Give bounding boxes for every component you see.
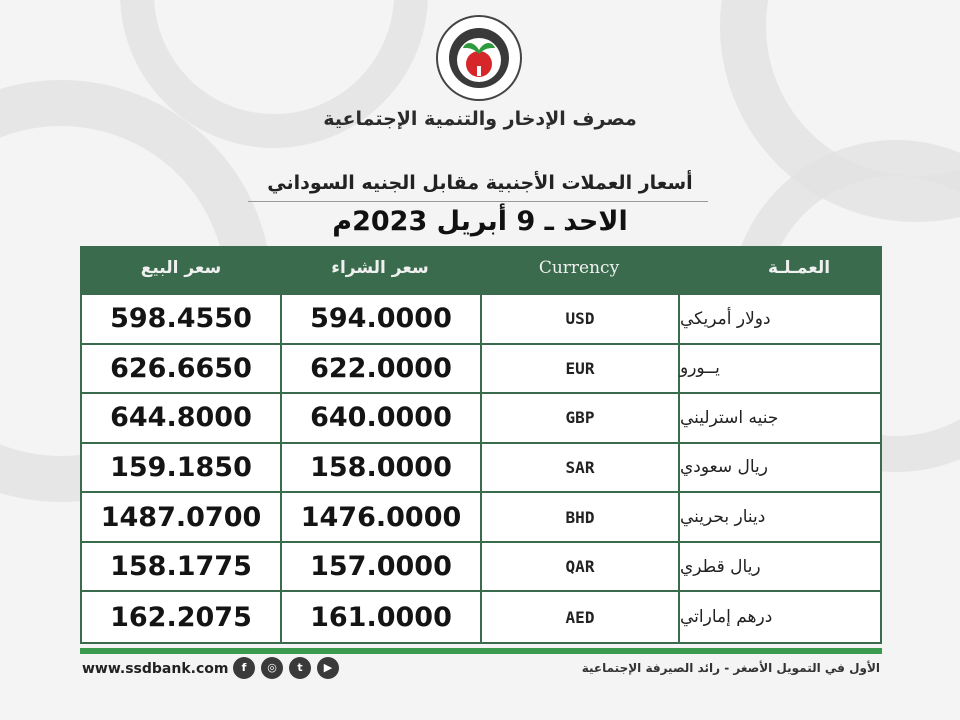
buy-rate: 640.0000	[310, 402, 452, 434]
currency-code: SAR	[565, 457, 595, 477]
header-sell-rate: سعر البيع	[140, 258, 222, 278]
table-row	[82, 444, 880, 494]
currency-name: درهم إماراتي	[680, 607, 773, 628]
bank-name: مصرف الإدخار والتنمية الإجتماعية	[323, 108, 637, 130]
table-row	[82, 592, 880, 642]
bank-logo	[435, 14, 523, 102]
sell-rate: 159.1850	[110, 451, 252, 483]
currency-name: دولار أمريكي	[680, 308, 771, 329]
date-label: الاحد ـ 9 أبريل 2023م	[332, 206, 628, 237]
buy-rate: 622.0000	[310, 352, 452, 384]
buy-rate: 594.0000	[310, 303, 452, 335]
currency-code: BHD	[565, 507, 595, 527]
header-currency-code: Currency	[538, 258, 620, 278]
website-link[interactable]: www.ssdbank.com	[82, 661, 229, 677]
currency-name: يــورو	[680, 358, 720, 379]
table-header	[82, 248, 880, 295]
sell-rate: 598.4550	[110, 303, 252, 335]
table-row	[82, 543, 880, 593]
sell-rate: 1487.0700	[100, 501, 262, 533]
instagram-icon[interactable]: ◎	[261, 657, 283, 679]
sell-rate: 158.1775	[110, 551, 252, 583]
header-buy-rate: سعر الشراء	[331, 258, 429, 278]
table-row	[82, 295, 880, 345]
divider	[248, 201, 708, 202]
currency-name: ريال سعودي	[680, 457, 768, 478]
currency-name: دينار بحريني	[680, 507, 766, 528]
twitter-icon[interactable]: t	[289, 657, 311, 679]
currency-code: GBP	[565, 408, 595, 428]
exchange-rates-table	[80, 246, 882, 644]
page-subtitle: أسعار العملات الأجنبية مقابل الجنيه السوداني	[267, 172, 693, 194]
sell-rate: 644.8000	[110, 402, 252, 434]
currency-code: QAR	[565, 557, 595, 577]
currency-code: EUR	[565, 358, 595, 378]
currency-name: جنيه استرليني	[680, 407, 779, 428]
buy-rate: 161.0000	[310, 601, 452, 633]
currency-code: USD	[565, 309, 595, 329]
buy-rate: 158.0000	[310, 451, 452, 483]
header-currency-name: العمـلـة	[767, 258, 831, 278]
table-row	[82, 345, 880, 395]
buy-rate: 1476.0000	[300, 501, 462, 533]
table-row	[82, 394, 880, 444]
currency-name: ريال قطري	[680, 556, 761, 577]
footer-bar	[80, 648, 882, 654]
sell-rate: 626.6650	[110, 352, 252, 384]
youtube-icon[interactable]: ▶	[317, 657, 339, 679]
sell-rate: 162.2075	[110, 601, 252, 633]
table-row	[82, 493, 880, 543]
buy-rate: 157.0000	[310, 551, 452, 583]
footer-slogan: الأول في التمويل الأصغر - رائد الصيرفة الإجتماعية	[581, 661, 880, 675]
currency-code: AED	[565, 607, 595, 627]
facebook-icon[interactable]: f	[233, 657, 255, 679]
